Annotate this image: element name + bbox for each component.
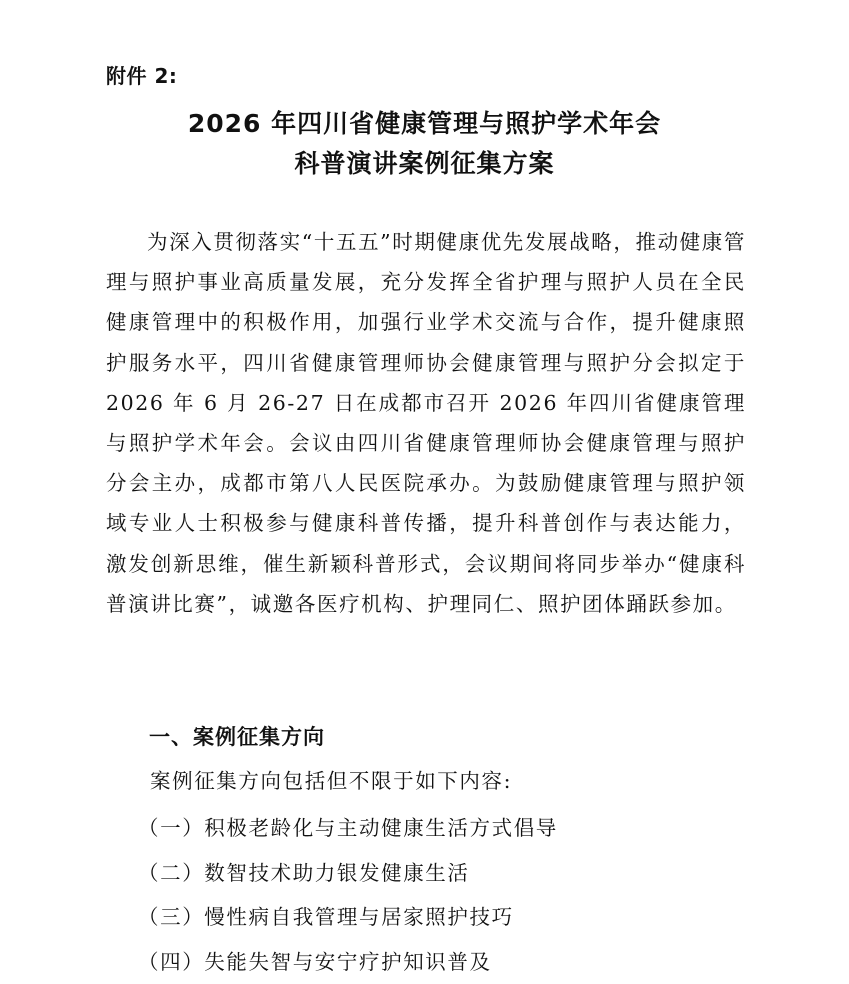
list-item: （四）失能失智与安宁疗护知识普及 — [138, 940, 558, 984]
direction-list — [138, 806, 558, 984]
intro-paragraph: 为深入贯彻落实“十五五”时期健康优先发展战略，推动健康管理与照护事业高质量发展，充分发挥全省护理与照护人员在全民健康管理中的积极作用，加强行业学术交流与合作，提升健康照护服务水平，四川省健康管理师协会健康管理与照护分会拟定于 2026 年 6 月 26-27 日在成都市召开 2026 年四川省健康管理与照护学术年会。会议由四川省健康管理师协会健康管理与照护分会主办，成都市第八人民医院承办。为鼓励健康管理与照护领域专业人士积极参与健康科普传播，提升科普创作与表达能力，激发创新思维，催生新颖科普形式，会议期间将同步举办“健康科普演讲比赛”，诚邀各医疗机构、护理同仁、照护团体踊跃参加。 — [106, 222, 746, 624]
document-title-line-2: 科普演讲案例征集方案 — [0, 144, 849, 180]
document-title-line-1: 2026 年四川省健康管理与照护学术年会 — [0, 104, 849, 140]
list-item: （一）积极老龄化与主动健康生活方式倡导 — [138, 806, 558, 851]
section-heading-case-direction: 一、案例征集方向 — [149, 721, 325, 751]
attachment-label: 附件 2: — [106, 60, 177, 89]
list-item: （二）数智技术助力银发健康生活 — [138, 851, 558, 896]
section-intro: 案例征集方向包括但不限于如下内容: — [150, 764, 512, 794]
list-item: （三）慢性病自我管理与居家照护技巧 — [138, 895, 558, 940]
